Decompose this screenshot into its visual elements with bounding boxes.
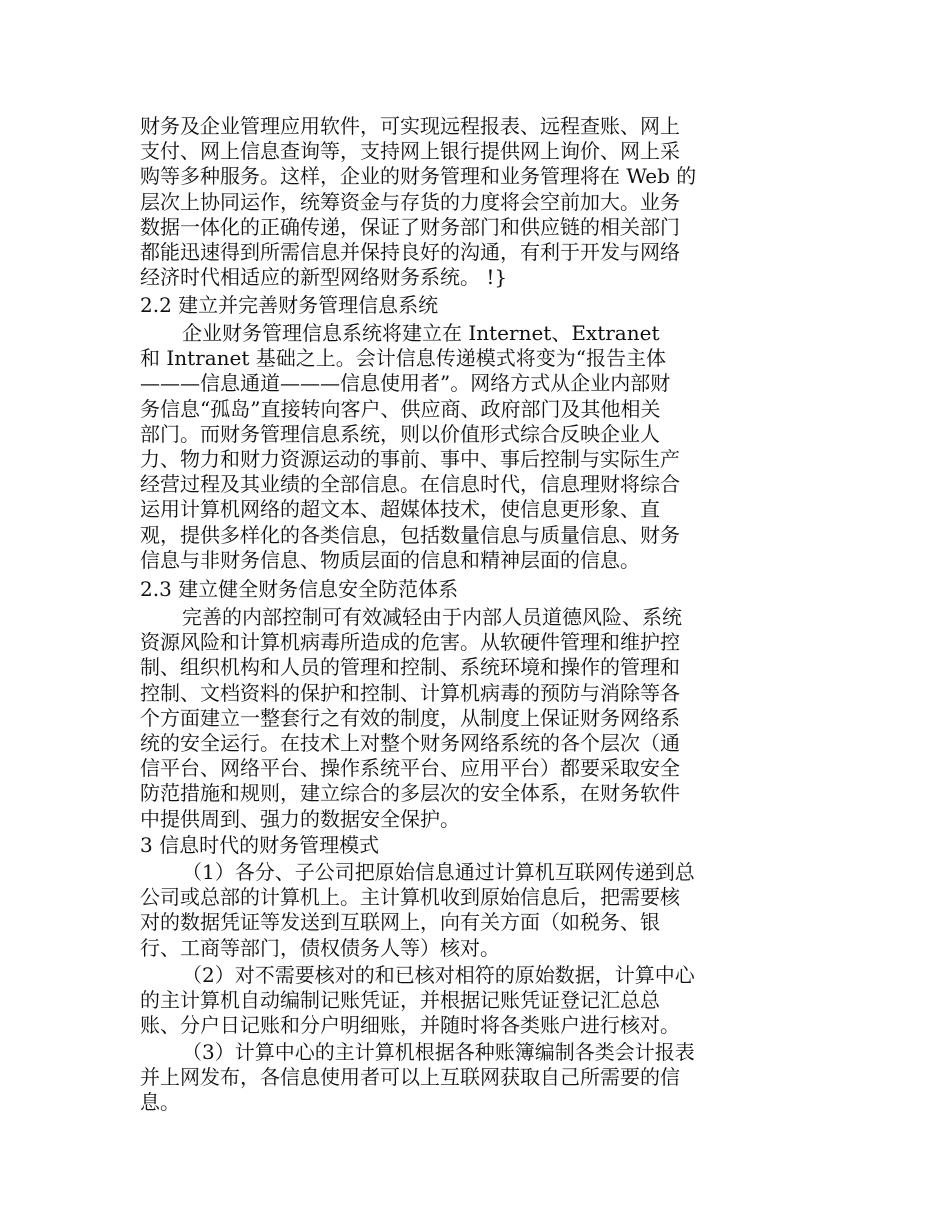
text-line: 支付、网上信息查询等，支持网上银行提供网上询价、网上采 (140, 139, 680, 164)
text-line: 息。 (140, 1090, 180, 1115)
paragraph-p3 (140, 605, 740, 832)
text-line: 对的数据凭证等发送到互联网上，向有关方面（如税务、银 (140, 910, 660, 935)
text-line: 企业财务管理信息系统将建立在 Internet、Extranet (182, 321, 660, 345)
section-heading-3 (140, 833, 740, 858)
text-line: （1）各分、子公司把原始信息通过计算机互联网传递到总 (182, 860, 695, 884)
heading-text: 2.2 建立并完善财务管理信息系统 (140, 293, 439, 317)
text-line: 都能迅速得到所需信息并保持良好的沟通，有利于开发与网络 (140, 239, 680, 264)
text-line: 个方面建立一整套行之有效的制度，从制度上保证财务网络系 (140, 705, 680, 730)
text-line: （3）计算中心的主计算机根据各种账簿编制各类会计报表 (182, 1040, 695, 1064)
text-line: 财务及企业管理应用软件，可实现远程报表、远程查账、网上 (140, 114, 680, 138)
text-line: ———信息通道———信息使用者”。网络方式从企业内部财 (140, 371, 671, 396)
text-line: 运用计算机网络的超文本、超媒体技术，使信息更形象、直 (140, 497, 660, 522)
section-heading-2-2 (140, 293, 740, 318)
heading-text: 2.3 建立健全财务信息安全防范体系 (140, 577, 459, 601)
paragraph-p4 (140, 860, 740, 961)
text-line: 完善的内部控制可有效减轻由于内部人员道德风险、系统 (182, 605, 682, 629)
heading-text: 3 信息时代的财务管理模式 (140, 833, 380, 857)
section-heading-2-3 (140, 577, 740, 602)
text-line: 公司或总部的计算机上。主计算机收到原始信息后，把需要核 (140, 885, 680, 910)
text-line: 的主计算机自动编制记账凭证，并根据记账凭证登记汇总总 (140, 988, 660, 1013)
text-line: 控制、文档资料的保护和控制、计算机病毒的预防与消除等各 (140, 680, 680, 705)
text-line: 部门。而财务管理信息系统，则以价值形式综合反映企业人 (140, 421, 660, 446)
text-line: 中提供周到、强力的数据安全保护。 (140, 806, 460, 831)
text-line: （2）对不需要核对的和已核对相符的原始数据，计算中心 (182, 963, 695, 987)
text-line: 经济时代相适应的新型网络财务系统。 !} (140, 265, 508, 290)
text-line: 购等多种服务。这样，企业的财务管理和业务管理将在 Web 的 (140, 164, 697, 189)
text-line: 和 Intranet 基础之上。会计信息传递模式将变为“报告主体 (140, 346, 666, 371)
text-line: 账、分户日记账和分户明细账，并随时将各类账户进行核对。 (140, 1013, 680, 1038)
text-line: 经营过程及其业绩的全部信息。在信息时代，信息理财将综合 (140, 472, 680, 497)
text-line: 并上网发布，各信息使用者可以上互联网获取自己所需要的信 (140, 1065, 680, 1090)
paragraph-p1 (140, 114, 740, 290)
text-line: 数据一体化的正确传递，保证了财务部门和供应链的相关部门 (140, 214, 680, 239)
text-line: 层次上协同运作，统筹资金与存货的力度将会空前加大。业务 (140, 189, 680, 214)
text-line: 务信息“孤岛”直接转向客户、供应商、政府部门及其他相关 (140, 396, 661, 421)
text-line: 资源风险和计算机病毒所造成的危害。从软硬件管理和维护控 (140, 630, 680, 655)
text-line: 力、物力和财力资源运动的事前、事中、事后控制与实际生产 (140, 446, 680, 471)
text-line: 信息与非财务信息、物质层面的信息和精神层面的信息。 (140, 547, 640, 572)
text-line: 信平台、网络平台、操作系统平台、应用平台）都要采取安全 (140, 756, 680, 781)
text-line: 统的安全运行。在技术上对整个财务网络系统的各个层次（通 (140, 730, 680, 755)
text-line: 行、工商等部门，债权债务人等）核对。 (140, 935, 500, 960)
text-line: 观，提供多样化的各类信息，包括数量信息与质量信息、财务 (140, 522, 680, 547)
paragraph-p6 (140, 1040, 740, 1116)
text-line: 制、组织机构和人员的管理和控制、系统环境和操作的管理和 (140, 655, 680, 680)
paragraph-p5 (140, 963, 740, 1039)
text-line: 防范措施和规则，建立综合的多层次的安全体系，在财务软件 (140, 781, 680, 806)
paragraph-p2 (140, 321, 740, 573)
